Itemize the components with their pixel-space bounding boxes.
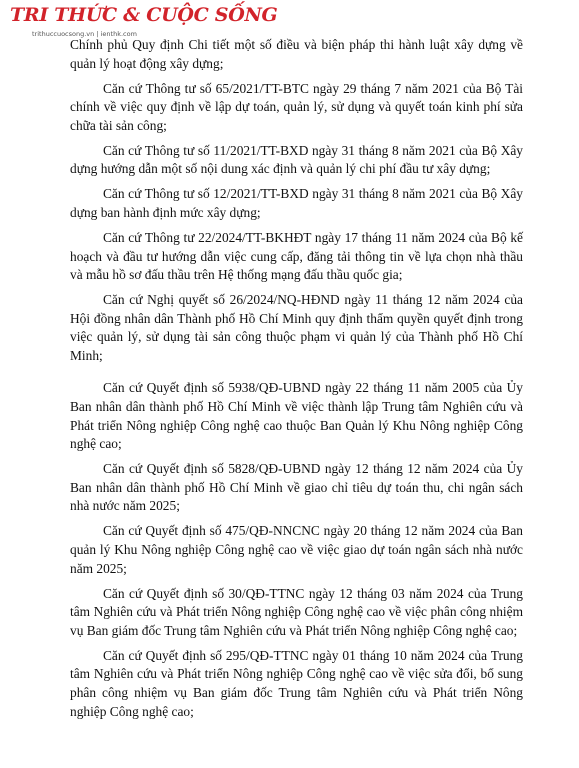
paragraph-1: Chính phủ Quy định Chi tiết một số điều và biện pháp thi hành luật xây dựng về quản lý hoạt động xây dựng; <box>70 37 523 71</box>
paragraph-8: Căn cứ Quyết định số 5828/QĐ-UBND ngày 12 tháng 12 năm 2024 của Ủy Ban nhân dân thành phố Hồ Chí Minh về giao chỉ tiêu dự toán thu, chi ngân sách nhà nước năm 2025; <box>70 461 523 514</box>
paragraph-3: Căn cứ Thông tư số 11/2021/TT-BXD ngày 31 tháng 8 năm 2021 của Bộ Xây dựng hướng dẫn một số nội dung xác định và quản lý chi phí đầu tư xây dựng; <box>70 142 523 177</box>
paragraph-5: Căn cứ Thông tư 22/2024/TT-BKHĐT ngày 17 tháng 11 năm 2024 của Bộ kế hoạch và đầu tư hướng dẫn việc cung cấp, đăng tải thông tin về lựa chọn nhà thầu và mẫu hồ sơ đấu thầu trên Hệ thống mạng đấu thầu quốc gia; <box>70 229 523 283</box>
document-body <box>70 36 523 728</box>
paragraph-11: Căn cứ Quyết định số 295/QĐ-TTNC ngày 01 tháng 10 năm 2024 của Trung tâm Nghiên cứu và Phát triển Nông nghiệp Công nghệ cao về việc sửa đổi, bổ sung phân công nhiệm vụ Ban giám đốc Trung tâm Nghiên cứu và Phát triển Nông nghiệp Công nghệ cao; <box>70 647 523 719</box>
paragraph-10: Căn cứ Quyết định số 30/QĐ-TTNC ngày 12 tháng 03 năm 2024 của Trung tâm Nghiên cứu và Phát triển Nông nghiệp Công nghệ cao về việc phân công nhiệm vụ Ban giám đốc Trung tâm Nghiên cứu và Phát triển Nông nghiệp Công nghệ cao; <box>70 585 523 638</box>
watermark-url: trithuccuocsong.vn | ienthk.com <box>32 30 137 38</box>
paragraph-2: Căn cứ Thông tư số 65/2021/TT-BTC ngày 29 tháng 7 năm 2021 của Bộ Tài chính về việc quy định về lập dự toán, quản lý, sử dụng và quyết toán kinh phí sửa chữa tài sản công; <box>70 80 523 133</box>
paragraph-6: Căn cứ Nghị quyết số 26/2024/NQ-HĐND ngày 11 tháng 12 năm 2024 của Hội đồng nhân dân Thành phố Hồ Chí Minh quy định thẩm quyền quyết định trong việc quản lý, sử dụng tài sản công thuộc phạm vi quản lý của Thành phố Hồ Chí Minh; <box>70 292 523 363</box>
site-watermark <box>10 4 278 48</box>
paragraph-7: Căn cứ Quyết định số 5938/QĐ-UBND ngày 22 tháng 11 năm 2005 của Ủy Ban nhân dân thành phố Hồ Chí Minh về việc thành lập Trung tâm Nghiên cứu và Phát triển Nông nghiệp Công nghệ cao thuộc Ban Quản lý Khu Nông nghiệp Công nghệ cao; <box>70 380 523 452</box>
paragraph-4: Căn cứ Thông tư số 12/2021/TT-BXD ngày 31 tháng 8 năm 2021 của Bộ Xây dựng ban hành định mức xây dựng; <box>70 186 523 220</box>
paragraph-9: Căn cứ Quyết định số 475/QĐ-NNCNC ngày 20 tháng 12 năm 2024 của Ban quản lý Khu Nông nghiệp Công nghệ cao về việc giao dự toán ngân sách nhà nước năm 2025; <box>70 523 523 576</box>
watermark-logo-text: TRI THỨC & CUỘC SỐNG <box>10 4 278 26</box>
